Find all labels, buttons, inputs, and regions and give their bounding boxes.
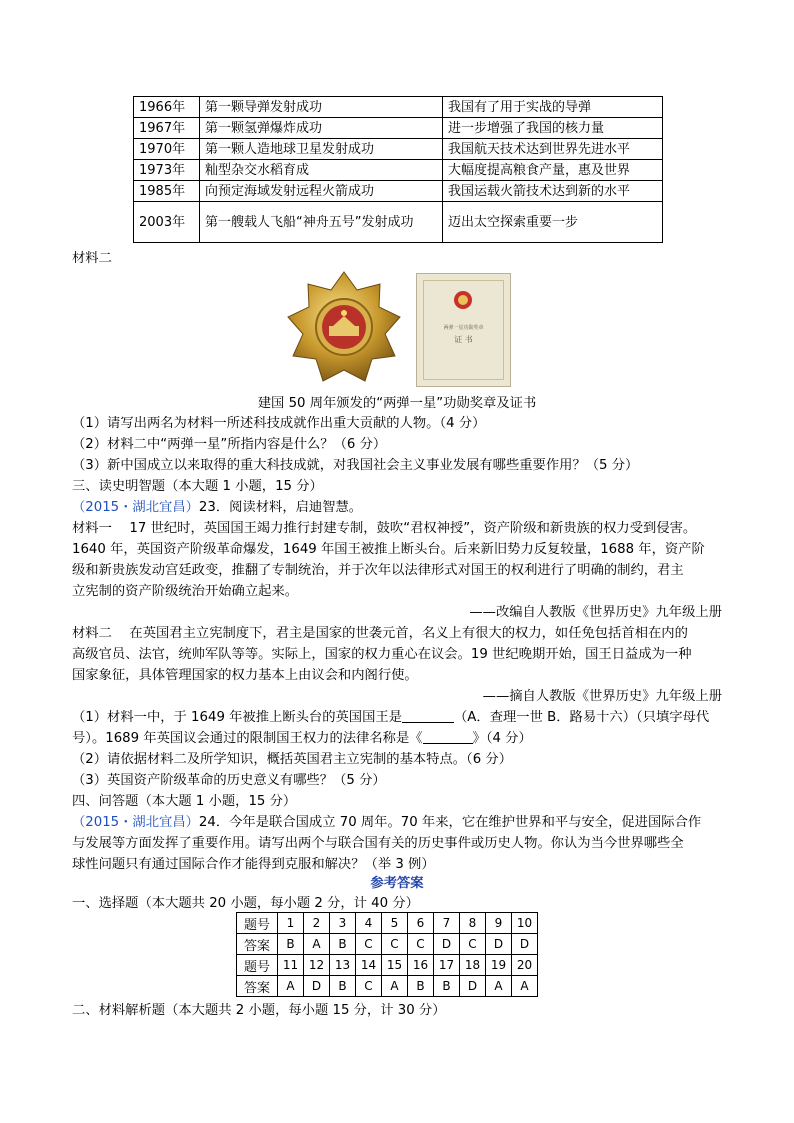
timeline-event: 向预定海域发射远程火箭成功 <box>200 181 443 202</box>
answer-letter: C <box>382 934 408 955</box>
timeline-meaning: 大幅度提高粮食产量，惠及世界 <box>443 160 663 181</box>
answer-number: 18 <box>460 955 486 976</box>
material1-line: 立宪制的资产阶级统治开始确立起来。 <box>72 584 299 599</box>
answer-row-label: 题号 <box>237 913 278 934</box>
answer-letter: A <box>304 934 330 955</box>
question-24-text: 24．今年是联合国成立 70 周年。70 年来，它在维护世界和平与安全，促进国际合作 <box>198 815 702 830</box>
question-23-title: 23．阅读材料，启迪智慧。 <box>198 500 363 515</box>
material1-line: 1640 年，英国资产阶级革命爆发，1649 年国王被推上断头台。后来新旧势力反复较量，1688 年，资产阶 <box>72 542 705 557</box>
answer-number: 19 <box>486 955 512 976</box>
timeline-event: 第一颗人造地球卫星发射成功 <box>200 139 443 160</box>
certificate-image <box>416 273 511 387</box>
material2-label: 材料二 <box>72 251 112 266</box>
timeline-row <box>134 160 663 181</box>
answer-row <box>237 955 538 976</box>
answer-letter: A <box>512 976 538 997</box>
question-23-2: （2）请依据材料二及所学知识，概括英国君主立宪制的基本特点。（6 分） <box>72 752 512 767</box>
section-4-heading: 四、问答题（本大题 1 小题，15 分） <box>72 794 297 809</box>
material2-line: 材料二 在英国君主立宪制度下，君主是国家的世袭元首，名义上有很大的权力，如任免包括首相在内的 <box>72 626 688 641</box>
achievement-table <box>133 96 663 243</box>
image-caption: 建国 50 周年颁发的“两弹一星”功勋奖章及证书 <box>257 396 537 411</box>
timeline-event: 第一颗导弹发射成功 <box>200 97 443 118</box>
answer-number: 12 <box>304 955 330 976</box>
timeline-year: 1967年 <box>134 118 200 139</box>
answer-number: 11 <box>278 955 304 976</box>
material2-line: 国家象征，具体管理国家的权力基本上由议会和内阁行使。 <box>72 668 418 683</box>
answer-number: 3 <box>330 913 356 934</box>
timeline-meaning: 我国运载火箭技术达到新的水平 <box>443 181 663 202</box>
timeline-year: 1970年 <box>134 139 200 160</box>
timeline-row <box>134 97 663 118</box>
answer-number: 4 <box>356 913 382 934</box>
answer-letter: B <box>408 976 434 997</box>
certificate-title: 证 书 <box>454 335 473 344</box>
answer-row-label: 答案 <box>237 934 278 955</box>
material1-line: 级和新贵族发动宫廷政变，推翻了专制统治，并于次年以法律形式对国王的权利进行了明确的制约，君主 <box>72 563 684 578</box>
answer-letter: D <box>434 934 460 955</box>
timeline-year: 2003年 <box>134 202 200 243</box>
answer-blank-2[interactable] <box>423 729 473 744</box>
answer-row <box>237 913 538 934</box>
answer-letter: C <box>356 934 382 955</box>
question-23-1-text2: 号）。1689 年英国议会通过的限制国王权力的法律名称是《 <box>72 731 423 746</box>
answer-number: 8 <box>460 913 486 934</box>
answer-number: 13 <box>330 955 356 976</box>
question-23-source: （2015・湖北宜昌） <box>72 500 199 515</box>
timeline-event: 第一艘载人飞船“神舟五号”发射成功 <box>200 202 443 243</box>
timeline-meaning: 我国航天技术达到世界先进水平 <box>443 139 663 160</box>
timeline-row <box>134 139 663 160</box>
timeline-row <box>134 181 663 202</box>
material2-line: 高级官员、法官，统帅军队等等。实际上，国家的权力重心在议会。19 世纪晚期开始，国王日益成为一种 <box>72 647 692 662</box>
answer-row-label: 题号 <box>237 955 278 976</box>
question-22-1: （1）请写出两名为材料一所述科技成就作出重大贡献的人物。（4 分） <box>72 416 486 431</box>
answer-section-1-heading: 一、选择题（本大题共 20 小题，每小题 2 分，计 40 分） <box>72 896 419 911</box>
question-23-1-line2 <box>72 728 532 749</box>
timeline-row <box>134 202 663 243</box>
answer-number: 14 <box>356 955 382 976</box>
answer-letter: B <box>278 934 304 955</box>
answer-number: 9 <box>486 913 512 934</box>
answer-number: 1 <box>278 913 304 934</box>
answer-number: 7 <box>434 913 460 934</box>
material1-line: 材料一 17 世纪时，英国国王竭力推行封建专制，鼓吹“君权神授”，资产阶级和新贵族的权力受到侵害。 <box>72 521 697 536</box>
question-23-1-score: 》（4 分） <box>472 731 532 746</box>
answer-letter: A <box>278 976 304 997</box>
answer-number: 10 <box>512 913 538 934</box>
answer-key-title: 参考答案 <box>370 876 424 891</box>
answer-row <box>237 934 538 955</box>
question-23-head <box>72 497 362 518</box>
timeline-event: 籼型杂交水稻育成 <box>200 160 443 181</box>
answer-letter: D <box>304 976 330 997</box>
question-23-1-line1 <box>72 707 709 728</box>
answer-letter: A <box>382 976 408 997</box>
question-24-source: （2015・湖北宜昌） <box>72 815 199 830</box>
answer-number: 20 <box>512 955 538 976</box>
timeline-year: 1973年 <box>134 160 200 181</box>
answer-letter: B <box>330 934 356 955</box>
answer-row-label: 答案 <box>237 976 278 997</box>
material2-source: ——摘自人教版《世界历史》九年级上册 <box>482 689 722 704</box>
answer-letter: C <box>356 976 382 997</box>
answer-letter: B <box>434 976 460 997</box>
answer-letter: A <box>486 976 512 997</box>
question-22-3: （3）新中国成立以来取得的重大科技成就，对我国社会主义事业发展有哪些重要作用？（5 分） <box>72 458 639 473</box>
question-23-1-options: （A．查理一世 B．路易十六）（只填字母代 <box>454 710 710 725</box>
section-3-heading: 三、读史明智题（本大题 1 小题，15 分） <box>72 479 323 494</box>
question-23-3: （3）英国资产阶级革命的历史意义有哪些？（5 分） <box>72 773 386 788</box>
timeline-meaning: 我国有了用于实战的导弹 <box>443 97 663 118</box>
timeline-row <box>134 118 663 139</box>
answer-letter: B <box>330 976 356 997</box>
answer-number: 16 <box>408 955 434 976</box>
timeline-meaning: 进一步增强了我国的核力量 <box>443 118 663 139</box>
question-24-line3: 球性问题只有通过国际合作才能得到克服和解决？（举 3 例） <box>72 857 435 872</box>
answer-section-2-heading: 二、材料解析题（本大题共 2 小题，每小题 15 分，计 30 分） <box>72 1003 446 1018</box>
material1-source: ——改编自人教版《世界历史》九年级上册 <box>469 605 722 620</box>
question-24-line2: 与发展等方面发挥了重要作用。请写出两个与联合国有关的历史事件或历史人物。你认为当今世界哪些全 <box>72 836 684 851</box>
timeline-year: 1985年 <box>134 181 200 202</box>
question-24-line1 <box>72 812 701 833</box>
answer-letter: C <box>460 934 486 955</box>
question-22-2: （2）材料二中“两弹一星”所指内容是什么？（6 分） <box>72 437 387 452</box>
certificate-line1: 两弹一星功勋奖章 <box>443 325 484 331</box>
answer-letter: C <box>408 934 434 955</box>
medal-image <box>285 270 403 388</box>
answer-number: 6 <box>408 913 434 934</box>
answer-number: 15 <box>382 955 408 976</box>
emblem-icon <box>453 290 473 310</box>
answer-letter: D <box>486 934 512 955</box>
answer-table <box>236 912 538 997</box>
answer-letter: D <box>512 934 538 955</box>
answer-number: 5 <box>382 913 408 934</box>
answer-number: 17 <box>434 955 460 976</box>
timeline-year: 1966年 <box>134 97 200 118</box>
answer-letter: D <box>460 976 486 997</box>
timeline-event: 第一颗氢弹爆炸成功 <box>200 118 443 139</box>
answer-blank-1[interactable] <box>402 708 454 723</box>
answer-number: 2 <box>304 913 330 934</box>
question-23-1-text: （1）材料一中，于 1649 年被推上断头台的英国国王是 <box>72 710 402 725</box>
answer-row <box>237 976 538 997</box>
timeline-meaning: 迈出太空探索重要一步 <box>443 202 663 243</box>
